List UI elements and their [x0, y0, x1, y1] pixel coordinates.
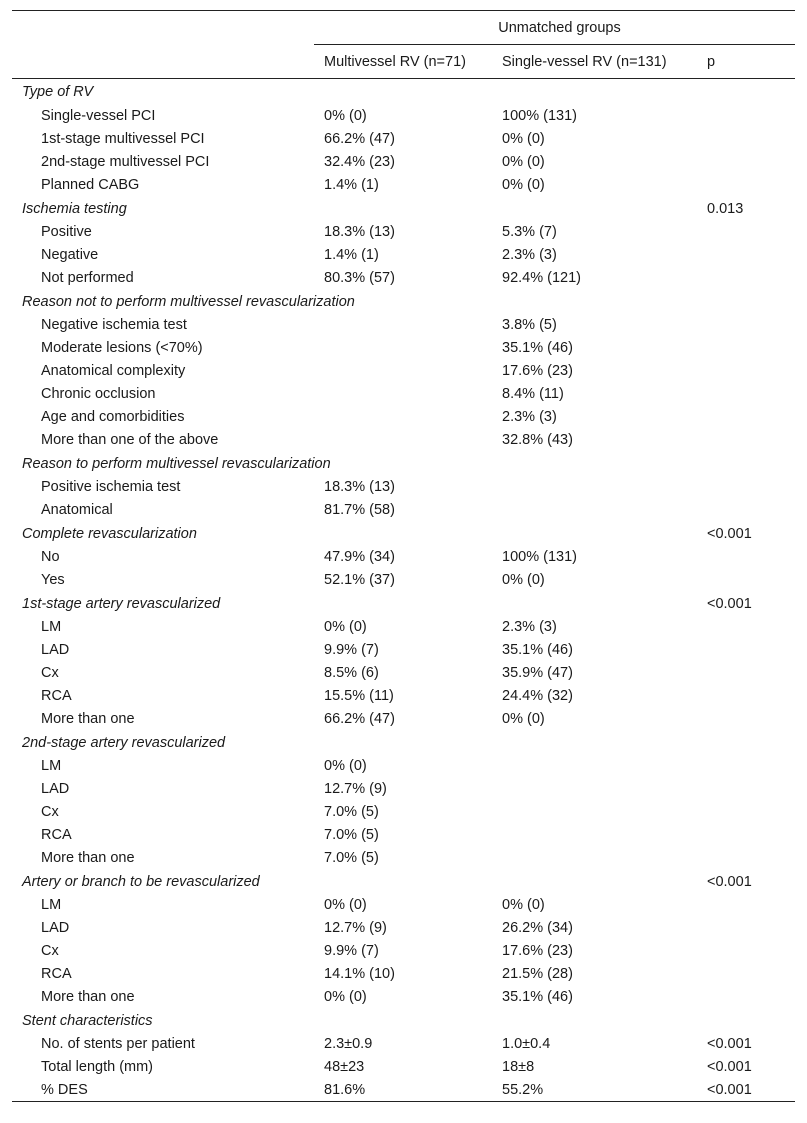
row-label: Not performed	[41, 269, 134, 286]
table-row	[12, 127, 795, 150]
p-value	[702, 359, 795, 382]
table-row	[12, 1078, 795, 1102]
section-row	[12, 1008, 795, 1032]
single-vessel-value: 26.2% (34)	[502, 919, 573, 936]
p-value: <0.001	[702, 1078, 795, 1102]
multivessel-value: 81.7% (58)	[324, 501, 395, 518]
multivessel-value	[314, 359, 496, 382]
multivessel-value: 14.1% (10)	[324, 965, 395, 982]
p-value	[702, 916, 795, 939]
p-value: 0.013	[707, 200, 744, 217]
header-group-label: Unmatched groups	[314, 11, 795, 45]
multivessel-value: 1.4% (1)	[324, 246, 379, 263]
p-value	[702, 777, 795, 800]
row-label: RCA	[41, 965, 72, 982]
multivessel-value: 18.3% (13)	[324, 223, 395, 240]
p-value	[702, 707, 795, 730]
table-row	[12, 568, 795, 591]
row-label: Single-vessel PCI	[41, 107, 156, 124]
row-label: LM	[41, 618, 62, 635]
single-vessel-value	[496, 79, 702, 105]
p-value	[702, 336, 795, 359]
single-vessel-value	[496, 521, 702, 545]
table-row	[12, 243, 795, 266]
p-value	[702, 79, 795, 105]
header-blank-cell	[12, 11, 314, 45]
table-row	[12, 707, 795, 730]
p-value	[702, 823, 795, 846]
row-label: LAD	[41, 780, 70, 797]
single-vessel-value: 0% (0)	[502, 896, 545, 913]
section-row	[12, 730, 795, 754]
p-value	[702, 451, 795, 475]
row-label: More than one	[41, 988, 135, 1005]
multivessel-value	[314, 336, 496, 359]
row-label: Yes	[41, 571, 65, 588]
row-label: 1st-stage multivessel PCI	[41, 130, 205, 147]
multivessel-value: 80.3% (57)	[324, 269, 395, 286]
p-value	[702, 289, 795, 313]
multivessel-value: 0% (0)	[324, 618, 367, 635]
row-label: Positive ischemia test	[41, 478, 181, 495]
row-label: Planned CABG	[41, 176, 140, 193]
section-label: Complete revascularization	[22, 525, 197, 542]
table-row	[12, 545, 795, 568]
table-row	[12, 475, 795, 498]
section-row	[12, 289, 795, 313]
table-row	[12, 428, 795, 451]
row-label: LM	[41, 896, 62, 913]
single-vessel-value: 35.1% (46)	[502, 641, 573, 658]
single-vessel-value: 21.5% (28)	[502, 965, 573, 982]
multivessel-value: 48±23	[324, 1058, 365, 1075]
table-row	[12, 220, 795, 243]
p-value: <0.001	[707, 1058, 752, 1075]
table-row	[12, 777, 795, 800]
table-header	[12, 11, 795, 79]
p-value	[702, 985, 795, 1008]
row-label: Cx	[41, 664, 59, 681]
multivessel-value: 7.0% (5)	[324, 803, 379, 820]
single-vessel-value: 0% (0)	[502, 153, 545, 170]
multivessel-value: 18.3% (13)	[324, 478, 395, 495]
p-value	[702, 104, 795, 127]
row-label: More than one	[41, 849, 135, 866]
table-row	[12, 498, 795, 521]
multivessel-value: 15.5% (11)	[324, 687, 394, 704]
single-vessel-value: 35.1% (46)	[502, 339, 573, 356]
p-value	[702, 266, 795, 289]
p-value	[702, 800, 795, 823]
multivessel-value: 66.2% (47)	[324, 710, 395, 727]
table-row	[12, 985, 795, 1008]
single-vessel-value: 35.9% (47)	[502, 664, 573, 681]
section-label: Stent characteristics	[22, 1012, 153, 1029]
p-value: <0.001	[707, 873, 752, 890]
table-row	[12, 916, 795, 939]
single-vessel-value	[496, 800, 702, 823]
multivessel-value	[314, 730, 496, 754]
table-row	[12, 754, 795, 777]
multivessel-value	[314, 1008, 496, 1032]
header-columns-row	[12, 45, 795, 79]
p-value	[702, 754, 795, 777]
section-row	[12, 451, 795, 475]
single-vessel-value: 2.3% (3)	[502, 246, 557, 263]
row-label: Cx	[41, 942, 59, 959]
table-row	[12, 405, 795, 428]
p-value	[702, 568, 795, 591]
multivessel-value	[314, 382, 496, 405]
p-value	[702, 684, 795, 707]
multivessel-value	[314, 405, 496, 428]
single-vessel-value	[496, 730, 702, 754]
table-row	[12, 382, 795, 405]
section-row	[12, 196, 795, 220]
p-value	[702, 638, 795, 661]
multivessel-value	[314, 591, 496, 615]
table-row	[12, 800, 795, 823]
single-vessel-value: 92.4% (121)	[502, 269, 581, 286]
single-vessel-value: 8.4% (11)	[502, 385, 564, 402]
table-row	[12, 1055, 795, 1078]
table-row	[12, 313, 795, 336]
single-vessel-value	[496, 823, 702, 846]
row-label: Negative ischemia test	[41, 316, 187, 333]
single-vessel-value: 24.4% (32)	[502, 687, 573, 704]
multivessel-value: 1.4% (1)	[324, 176, 379, 193]
table-row	[12, 939, 795, 962]
p-value: <0.001	[707, 525, 752, 542]
multivessel-value: 8.5% (6)	[324, 664, 379, 681]
table-row	[12, 173, 795, 196]
single-vessel-value: 0% (0)	[502, 710, 545, 727]
p-value	[702, 846, 795, 869]
single-vessel-value	[496, 289, 702, 313]
single-vessel-value	[496, 498, 702, 521]
section-row	[12, 521, 795, 545]
single-vessel-value: 0% (0)	[502, 571, 545, 588]
table-row	[12, 336, 795, 359]
single-vessel-value: 100% (131)	[502, 548, 577, 565]
single-vessel-value	[496, 475, 702, 498]
row-label: More than one	[41, 710, 135, 727]
section-label: Reason to perform multivessel revascularization	[22, 455, 331, 472]
single-vessel-value: 3.8% (5)	[502, 316, 557, 333]
multivessel-value: 66.2% (47)	[324, 130, 395, 147]
multivessel-value: 47.9% (34)	[324, 548, 395, 565]
multivessel-value: 12.7% (9)	[324, 780, 387, 797]
row-label: LM	[41, 757, 62, 774]
p-value	[702, 150, 795, 173]
single-vessel-value: 35.1% (46)	[502, 988, 573, 1005]
row-label: Age and comorbidities	[41, 408, 185, 425]
multivessel-value: 12.7% (9)	[324, 919, 387, 936]
p-value	[702, 313, 795, 336]
single-vessel-value: 18±8	[502, 1058, 535, 1075]
table-row	[12, 823, 795, 846]
p-value	[702, 127, 795, 150]
table-row	[12, 962, 795, 985]
table-body	[12, 79, 795, 1102]
header-blank-cell	[12, 45, 314, 79]
results-table	[12, 10, 795, 1102]
single-vessel-value	[496, 591, 702, 615]
p-value	[702, 243, 795, 266]
table-row	[12, 893, 795, 916]
single-vessel-value: 32.8% (43)	[502, 431, 573, 448]
p-value	[702, 893, 795, 916]
single-vessel-value: 100% (131)	[502, 107, 577, 124]
row-label: No. of stents per patient	[41, 1035, 195, 1052]
table-row	[12, 1032, 795, 1055]
section-row	[12, 591, 795, 615]
multivessel-value: 52.1% (37)	[324, 571, 395, 588]
section-label: Reason not to perform multivessel revascularization	[22, 293, 355, 310]
p-value	[702, 545, 795, 568]
multivessel-value: 7.0% (5)	[324, 826, 379, 843]
table-container	[12, 10, 795, 1102]
row-label: No	[41, 548, 60, 565]
table-row	[12, 359, 795, 382]
multivessel-value: 9.9% (7)	[324, 641, 379, 658]
multivessel-value: 9.9% (7)	[324, 942, 379, 959]
single-vessel-value	[496, 777, 702, 800]
p-value	[702, 615, 795, 638]
multivessel-value	[314, 313, 496, 336]
table-row	[12, 846, 795, 869]
single-vessel-value	[496, 754, 702, 777]
header-group-row	[12, 11, 795, 45]
table-row	[12, 615, 795, 638]
multivessel-value	[314, 451, 496, 475]
single-vessel-value: 5.3% (7)	[502, 223, 557, 240]
single-vessel-value: 1.0±0.4	[502, 1035, 551, 1052]
section-label: Ischemia testing	[22, 200, 127, 217]
single-vessel-value: 17.6% (23)	[502, 362, 573, 379]
row-label: Cx	[41, 803, 59, 820]
table-row	[12, 684, 795, 707]
multivessel-value: 81.6%	[314, 1078, 496, 1102]
single-vessel-value: 55.2%	[496, 1078, 702, 1102]
section-row	[12, 869, 795, 893]
p-value	[702, 220, 795, 243]
section-label: 1st-stage artery revascularized	[22, 595, 221, 612]
p-value	[702, 1008, 795, 1032]
multivessel-value: 0% (0)	[324, 988, 367, 1005]
section-label: 2nd-stage artery revascularized	[22, 734, 226, 751]
row-label: Total length (mm)	[41, 1058, 154, 1075]
row-label: RCA	[41, 687, 72, 704]
p-value	[702, 382, 795, 405]
row-label: Anatomical	[41, 501, 113, 518]
header-multivessel: Multivessel RV (n=71)	[314, 45, 496, 79]
multivessel-value: 32.4% (23)	[324, 153, 395, 170]
header-p-value: p	[702, 45, 795, 79]
p-value	[702, 475, 795, 498]
multivessel-value	[314, 79, 496, 105]
single-vessel-value	[496, 869, 702, 893]
multivessel-value	[314, 521, 496, 545]
multivessel-value: 0% (0)	[324, 107, 367, 124]
p-value	[702, 962, 795, 985]
p-value	[702, 428, 795, 451]
single-vessel-value	[496, 451, 702, 475]
single-vessel-value: 0% (0)	[502, 130, 545, 147]
single-vessel-value: 0% (0)	[502, 176, 545, 193]
p-value	[702, 405, 795, 428]
p-value	[702, 939, 795, 962]
p-value	[702, 498, 795, 521]
row-label: RCA	[41, 826, 72, 843]
row-label: Anatomical complexity	[41, 362, 186, 379]
row-label: More than one of the above	[41, 431, 219, 448]
p-value	[702, 661, 795, 684]
multivessel-value	[314, 428, 496, 451]
row-label: 2nd-stage multivessel PCI	[41, 153, 210, 170]
row-label: % DES	[12, 1078, 314, 1102]
p-value: <0.001	[707, 595, 752, 612]
table-row	[12, 661, 795, 684]
single-vessel-value	[496, 1008, 702, 1032]
section-label: Type of RV	[22, 84, 94, 100]
multivessel-value	[314, 869, 496, 893]
p-value	[702, 173, 795, 196]
section-label: Artery or branch to be revascularized	[22, 873, 260, 890]
p-value	[702, 730, 795, 754]
row-label: Positive	[41, 223, 92, 240]
table-row	[12, 638, 795, 661]
row-label: Chronic occlusion	[41, 385, 156, 402]
multivessel-value: 0% (0)	[324, 757, 367, 774]
single-vessel-value: 2.3% (3)	[502, 408, 557, 425]
row-label: LAD	[41, 919, 70, 936]
single-vessel-value	[496, 196, 702, 220]
row-label: Negative	[41, 246, 99, 263]
single-vessel-value: 2.3% (3)	[502, 618, 557, 635]
header-single-vessel: Single-vessel RV (n=131)	[496, 45, 702, 79]
multivessel-value: 2.3±0.9	[324, 1035, 373, 1052]
single-vessel-value: 17.6% (23)	[502, 942, 573, 959]
multivessel-value: 7.0% (5)	[324, 849, 379, 866]
table-row	[12, 150, 795, 173]
row-label: LAD	[41, 641, 70, 658]
table-row	[12, 266, 795, 289]
table-row	[12, 104, 795, 127]
p-value: <0.001	[707, 1035, 752, 1052]
single-vessel-value	[496, 846, 702, 869]
multivessel-value	[314, 196, 496, 220]
section-row	[12, 79, 795, 105]
multivessel-value: 0% (0)	[324, 896, 367, 913]
row-label: Moderate lesions (<70%)	[41, 339, 203, 356]
